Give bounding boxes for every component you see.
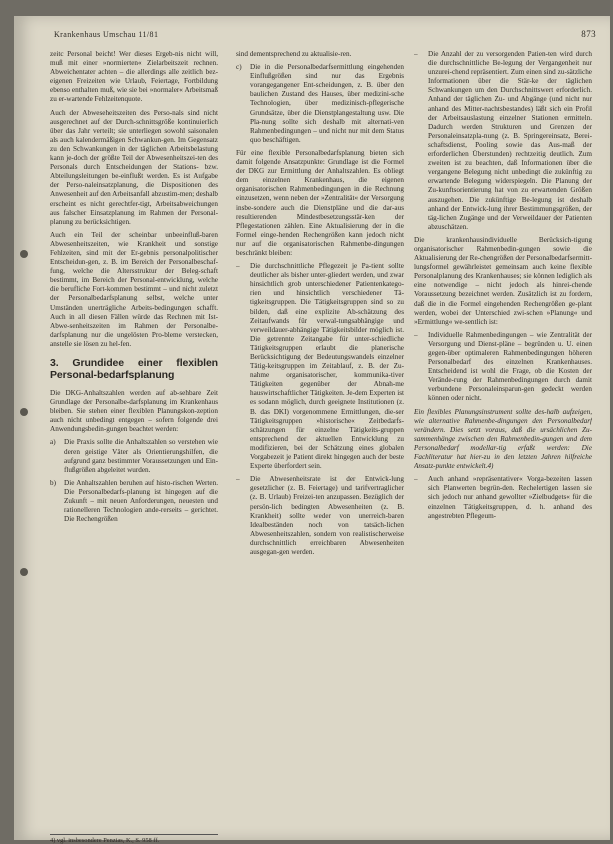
paragraph: Auch ein Teil der scheinbar unbeeinfluß-baren Abwesenheitszeiten, wie Krankheit und sonstige Fehlzeiten, sind mit der Er-gebnis personalpolitischer Entscheidun-gen, z. B. im Bereich der Personalbeschaf-fung, welche die Altersstruktur der Beleg-schaft bestimmt, im Bereich der Personal-entwicklung, welche die berufliche Fort-kommen bestimmt – und nicht zuletzt der Personalbedarfsplanung selbst, welche unter Umständen unerträgliche Arbeits-bedingungen schafft. Auch in all diesen Fällen würde das Rechnen mit Ist-Abwe-senheitszeiten im Rahmen der Personalbe-darfsplanung nur die ungelösten Pro-bleme verstecken, anstelle sie lösen zu hel-fen. <box>50 230 218 348</box>
punch-hole <box>20 250 28 258</box>
text-column-2 <box>236 50 404 840</box>
dash-marker: – <box>414 50 418 58</box>
list-item-text: Die Anhaltszahlen beruhen auf histo-rischen Werten. Die Personalbedarfs-planung ist hingegen auf die Zukunft – mit neuen Anforderungen, neuesten und rationelleren Technologien ande-rerseits – gerichtet. Die Rechengrößen <box>64 478 218 524</box>
italic-paragraph: Ein flexibles Planungsinstrument sollte des-halb aufzeigen, wie alternative Rahmenbe-dingungen den Personalbedarf verändern. Dies setzt voraus, daß die ursächlichen Zu-sammenhänge zwischen den Rahmenbedin-gungen und dem Personalbedarf modellar-tig erfaßt werden: Die Fachliteratur hat hier-zu in den letzten Jahren hilfreiche Ansatz-punkte entwickelt.4) <box>414 407 592 471</box>
paragraph: Für eine flexible Personalbedarfsplanung bieten sich damit folgende Ansatzpunkte: Grundlage ist die Formel der DKG zur Ermittlung der Anhaltszahlen. Es obliegt dem einzelnen Krankenhaus, die eigenen organisatorischen Rahmenbedingungen in die Rechnung einzusetzen, wenn neben der »Zentralität« der Versorgung insbe-sondere auch die Dienstpläne und die dar-aus resultierenden Mindestbesetzungsstär-ken der Pflegestationen zählen. Eine Aktualisierung der in die Formel einge-henden Rechengrößen kann jedoch nicht nur auf die organisatorischen Rahmenbe-dingungen beschränkt bleiben: <box>236 148 404 257</box>
list-item-text: Die in die Personalbedarfsermittlung eingehenden Einflußgrößen sind nur das Ergebnis vorangegangener Ent-scheidungen, z. B. über den baulichen Zustand des Hauses, über medizini-sche Technologien, über medizinisch-pflegerische Grundsätze, über die Dienstplangestaltung usw. Die Pla-nung sollte sich deshalb mit alternati-ven Rahmenbedingungen – und nicht nur mit dem Status quo beschäftigen. <box>250 63 404 144</box>
bullet-text: Die durchschnittliche Pflegezeit je Pa-tient sollte deutlicher als bisher unter-gliedert werden, und zwar hinsichtlich grob unterschiedener Patientenkatego-rien und hinsichtlich verschiedener Tä-tigkeitsgruppen. Die Tätigkeitsgruppen sind so zu bilden, daß eine explizite Ab-schätzung des Zeitaufwands für verwal-tungsabhängige und verweildauer-abhängige Tätigkeitsbilder möglich ist. Die getrennte Zeitangabe für unter-schiedliche Tätigkeitsgruppen erlaubt die planerische Berücksichtigung der Bedeutungswandels einzelner Tätig-keitsgruppen im Zeitablauf, z. B. der Zu-nahme organisatorischer, kommunika-tiver Tätigkeiten gegenüber der Abnah-me hauswirtschaftlicher Tätigkeiten. Je-dem Experten ist es sodann möglich, durch geeignete Institutionen (z. B. das DKI) vorgenommene Ermittlungen, die-ser Tätigkeitsgruppen »historische« Zeitbedarfs-schätzungen für einzelne Tätigkeits-gruppen entsprechend der aktuellen Entwicklung zu modifizieren, bei der Schätzung eines globalen Vorgabezeit je Patient direkt hingegen auch der beste Experte überfordert sein. <box>250 262 404 471</box>
list-marker: b) <box>50 478 56 487</box>
section-heading: 3. Grundidee einer flexiblen Personal-bedarfsplanung <box>50 357 218 381</box>
bullet-item <box>414 331 592 404</box>
list-item <box>50 438 218 474</box>
bullet-text: Die Abwesenheitsrate ist der Entwick-lung gesetzlicher (z. B. Feiertage) und tarifvertraglicher (z. B. Urlaub) Freizei-ten anzupassen. Bezüglich der persön-lich bedingten Abwesenheiten (z. B. Krankheit) sollte weder von unerreich-baren Idealbeständen noch von tatsäch-lichen Abwesenheitszahlen, sondern von realistischerweise durchschnittlich erreichbaren Abwesenheiten ausgegan-gen werden. <box>250 475 404 556</box>
paragraph: Die krankenhausindividuelle Berücksich-tigung organisatorischer Rahmenbedin-gungen sowie die Aktualisierung der Re-chengrößen der Personalbedarfsermitt-lungsformel gewährleistet gemeinsam auch keine flexible Personalplanung des Krankenhauses; sie können lediglich als eine notwendige – nicht jedoch als hinrei-chende Voraussetzung bezeichnet werden. Zusätzlich ist zu fordern, daß die in die Formel eingehenden Rechengrößen ge-plant werden, wobei der Unterschied zwi-schen »Planung« und »Ermittlung« we-sentlich ist: <box>414 235 592 326</box>
list-marker: c) <box>236 63 242 72</box>
paragraph: sind dementsprechend zu aktualisie-ren. <box>236 50 352 58</box>
list-item-text: Die Praxis sollte die Anhaltszahlen so verstehen wie deren geistige Väter als Orientierungshilfen, die aufgrund ganz bestimmter Voraussetzungen und Ein-flußgrößen abgeleitet wurden. <box>64 438 218 474</box>
paragraph: Auch der Abweseheitszeiten des Perso-nals sind nicht ausgerechnet auf der Durch-schnittsgröße kontinuierlich über das Jahr verteilt; sie unterliegen sowohl saisonalen als auch kalendermäßigen Schwankun-gen. Im Gegensatz zu den Schwankungen in der täglichen Arbeitsbelastung kann je-doch der größte Teil der Abwesenheitszei-ten des Personals durch Entscheidungen der Stations- bzw. Abteilungsleitungen be-einflußt werden. Es ist Aufgabe der Perso-naleinsatzplanung, die Dispositionen des Anwesenheit auf den Arbeitsanfall abzustim-men; deshalb erscheint es nicht gerechtfer-tigt, Arbeitsabweichungen aus falscher Einsatzplanung im Rahmen der Personal-planung zu berücksichtigen. <box>50 108 218 226</box>
punch-hole <box>20 568 28 576</box>
footnote: 4) vgl. insbesondere Penzias, K., S. 958 ff. <box>50 834 218 844</box>
bullet-text: Auch anhand »repräsentativer« Vorga-bezeiten lassen sich Planwerten begrün-den. Rechelertigen lassen sie sich jedoch nur anhand gewollter »Zielbudgets« für die einzelnen Tätigkeitsgruppen, d. h. anhand des angestrebten Pflegeum- <box>428 475 592 520</box>
paragraph: Die DKG-Anhaltszahlen werden auf ab-sehbare Zeit Grundlage der Personalbe-darfsplanung im Krankenhaus bleiben. Sie stehen einer flexiblen Planungskon-zeption auch nicht unbedingt entgegen – sofern folgende drei Anwendungsbedin-gungen beachtet werden: <box>50 389 218 434</box>
bullet-item <box>414 475 592 520</box>
bullet-item <box>236 475 404 557</box>
punch-hole <box>20 408 28 416</box>
list-marker: a) <box>50 438 56 447</box>
binding-edge <box>20 16 30 840</box>
page-number: 873 <box>581 29 596 39</box>
bullet-item <box>236 262 404 471</box>
list-item <box>50 479 218 524</box>
dash-marker: – <box>236 475 240 484</box>
text-column-3 <box>414 50 592 840</box>
scanned-page <box>14 16 610 844</box>
journal-title: Krankenhaus Umschau 11/81 <box>54 30 159 39</box>
list-item <box>236 63 404 145</box>
bullet-text: Individuelle Rahmenbedingungen – wie Zentralität der Versorgung und Dienst-pläne – begründen u. U. einen gegen-über optimaleren Rahmenbedingungen höheren Personalbedarf des einzelnen Krankenhauses. Entscheidend ist wohl die Frage, ob die Kosten der Verände-rung der Rahmenbedingungen durch damit verbundene Personaleinsparun-gen gedeckt werden können oder nicht. <box>428 330 592 403</box>
text-column-1 <box>50 50 218 820</box>
page-header <box>54 28 596 44</box>
bullet-text: Die Anzahl der zu versorgenden Patien-ten wird durch die durchschnittliche Be-legung der Vergangenheit nur unzurei-chend repräsentiert. Zum einen sind zu-sätzliche Informationen über die Stär-ke der täglichen Schwankungen um den Durchschnittswert erforderlich. Anhand der täglichen Zu- und Abgänge (und nicht nur anhand des Mitter-nachtsbestandes) läßt sich ein Profil der Arbeitsauslastung einzelner Stationen ermitteln. Dadurch werden Strukturen und Grenzen der Personaleinsatzpla-nung (z. B. Springereinsatz, Berei-schaftsdienst, Pooling sowie das Aus-maß der erforderlichen Überstunden) rechtzeitig deutlich. Zum zweiten ist zu beachten, daß Informationen über die vergangene Belegung nicht unbedingt die zukünftig zu erwartende Belegung widerspiegeln. Die Planung der Zu-kunftsorientierung hat von zu erwartenden Größen auszugehen. Die zukünftige Be-legung ist deshalb anhand der Entwick-lung ihrer Bestimmungsgrößen, der täg-lichen Zugänge und der Verweildauer der Patienten abzuschätzen. <box>428 50 592 231</box>
dash-marker: – <box>414 475 418 484</box>
bullet-item <box>414 50 592 232</box>
dash-marker: – <box>236 262 240 271</box>
dash-marker: – <box>414 330 418 339</box>
paragraph: zeitc Personal beicht! Wer dieses Ergeb-nis nicht will, muß mit einer »normierten« Zielarbeitszeit rechnen. Abweichentater achten – die allerdings alle zeitlich bez-eigenen Freizeiten wie Urlaub, Feiertage, Fortbildung ebenso enthalten muß, wie sie bei »normaler« Arbeitsmaß zu er-wartende Fehlzeitenquote. <box>50 50 218 104</box>
